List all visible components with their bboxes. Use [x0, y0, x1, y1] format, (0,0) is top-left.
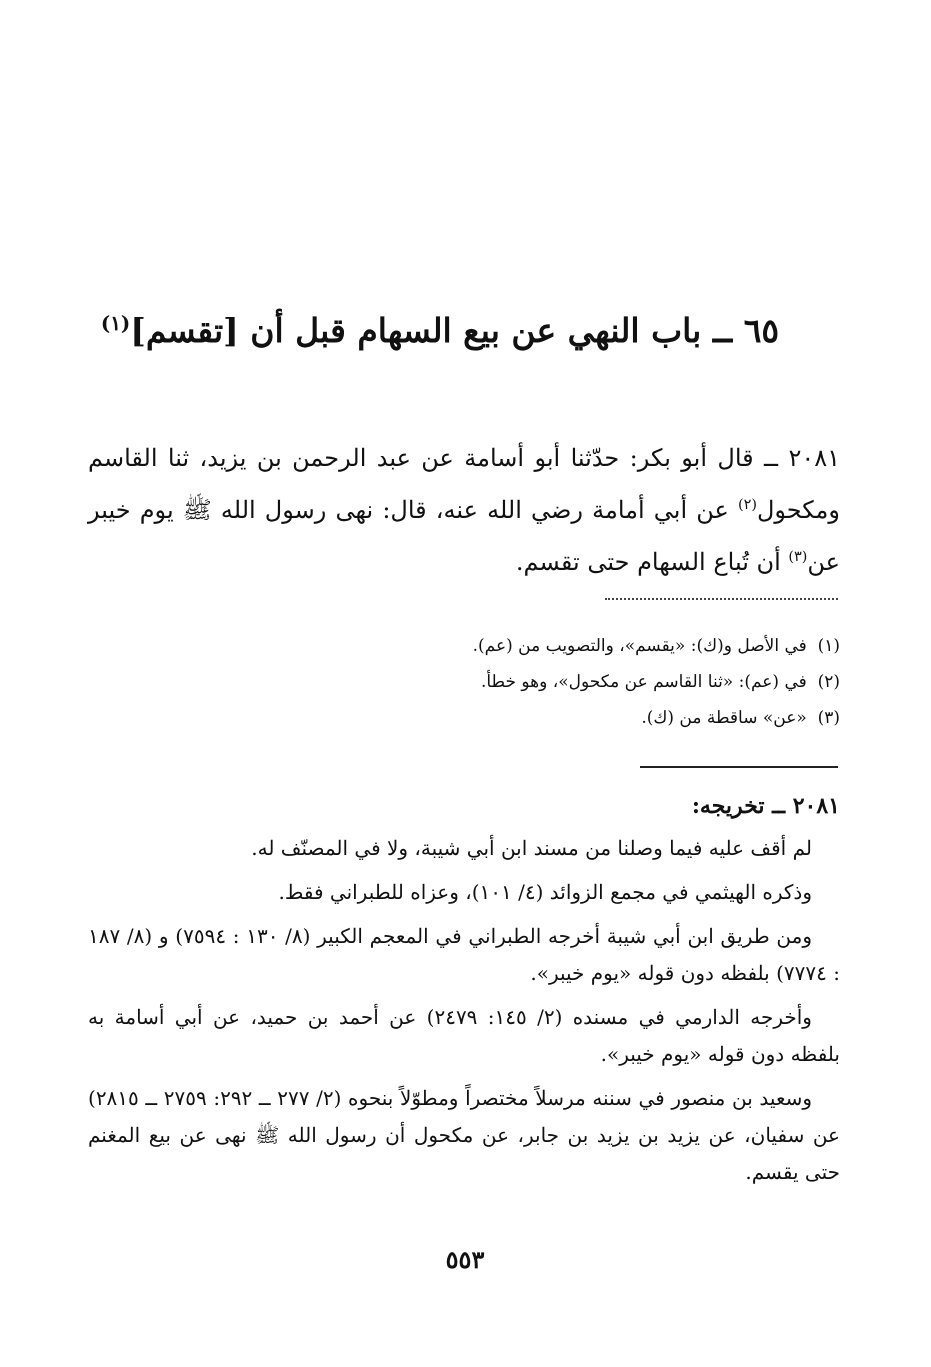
hadith-footnote-ref-3: (٣) [788, 549, 808, 565]
hadith-paragraph [88, 432, 840, 588]
chapter-title-text: ٦٥ ــ باب النهي عن بيع السهام قبل أن [تقسم] [130, 311, 780, 350]
chapter-title-footnote-ref: (١) [100, 311, 131, 335]
hadith-text-part-2: عن أبي أمامة رضي الله عنه، قال: نهى رسول الله ﷺ يوم خيبر عن [88, 496, 840, 576]
takhrij-paragraph-2: وذكره الهيثمي في مجمع الزوائد (٤/ ١٠١)، وعزاه للطبراني فقط. [278, 880, 812, 904]
takhrij-heading: ٢٠٨١ ــ تخريجه: [691, 793, 840, 819]
hadith-text-part-3: أن تُباع السهام حتى تقسم. [515, 548, 789, 576]
chapter-title [90, 306, 790, 356]
footnote-text: في الأصل و(ك): «يقسم»، والتصويب من (عم). [472, 636, 807, 656]
section-divider [640, 766, 838, 768]
footnote-text: «عن» ساقطة من (ك). [641, 708, 807, 728]
hadith-text [88, 432, 840, 588]
takhrij-paragraph-5: وسعيد بن منصور في سننه مرسلاً مختصراً ومطوّلاً بنحوه (٢/ ٢٧٧ ــ ٢٩٢: ٢٧٥٩ ــ ٢٨١٥) عن سفيان، عن يزيد بن يزيد بن جابر، عن مكحول أن رسول الله ﷺ نهى عن بيع المغنم حتى يقسم. [88, 1086, 840, 1184]
page-number: ٥٥٣ [445, 1245, 485, 1274]
hadith-text-part-1: ٢٠٨١ ــ قال أبو بكر: حدّثنا أبو أسامة عن عبد الرحمن بن يزيد، ثنا القاسم ومكحول [88, 444, 840, 524]
takhrij-body [88, 830, 840, 1198]
footnote-number: (٣) [817, 708, 840, 728]
footnote-number: (٢) [817, 672, 840, 692]
footnotes [200, 628, 840, 736]
footnote-number: (١) [817, 636, 840, 656]
hadith-footnote-ref-2: (٢) [737, 497, 757, 513]
footnote-separator-dots [605, 598, 838, 600]
footnote-1 [200, 628, 840, 664]
takhrij-paragraph-3: ومن طريق ابن أبي شيبة أخرجه الطبراني في المعجم الكبير (٨/ ١٣٠ : ٧٥٩٤) و (٨/ ١٨٧ : ٧٧٧٤) بلفظه دون قوله «يوم خيبر». [88, 924, 840, 985]
footnote-3 [200, 700, 840, 736]
takhrij-paragraph-1: لم أقف عليه فيما وصلنا من مسند ابن أبي شيبة، ولا في المصنّف له. [251, 836, 812, 860]
takhrij-paragraph-4: وأخرجه الدارمي في مسنده (٢/ ١٤٥: ٢٤٧٩) عن أحمد بن حميد، عن أبي أسامة به بلفظه دون قوله «يوم خيبر». [88, 1005, 840, 1066]
footnote-2 [200, 664, 840, 700]
footnote-text: في (عم): «ثنا القاسم عن مكحول»، وهو خطأ. [480, 672, 807, 692]
